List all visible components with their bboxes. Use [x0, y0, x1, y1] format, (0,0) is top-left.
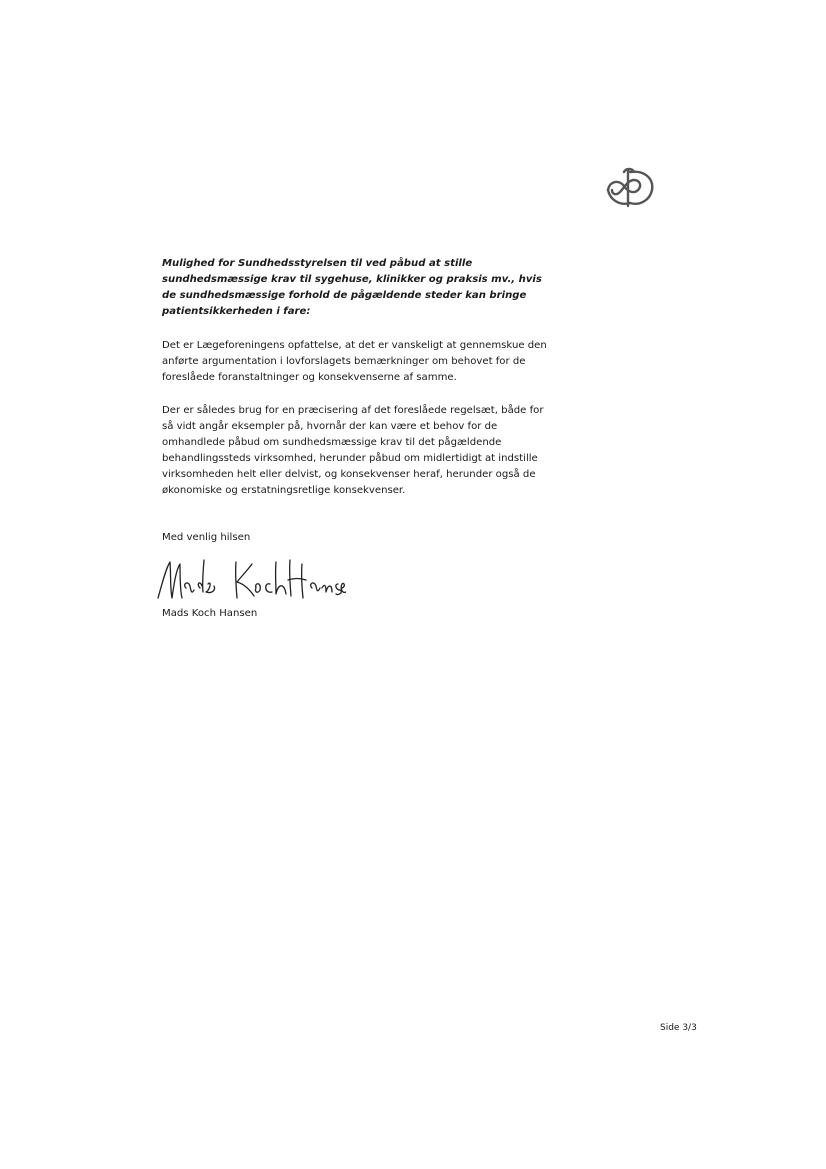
section-heading [162, 256, 582, 320]
paragraph-opinion [162, 338, 582, 386]
heading-line: de sundhedsmæssige forhold de pågældende steder kan bringe [162, 290, 527, 301]
handwritten-signature [156, 554, 346, 604]
paragraph-line: omhandlede påbud om sundhedsmæssige krav til det pågældende [162, 437, 502, 448]
heading-line: Mulighed for Sundhedsstyrelsen til ved påbud at stille [162, 258, 473, 269]
letter-body [162, 256, 582, 516]
paragraph-line: økonomiske og erstatningsretlige konsekvenser. [162, 485, 406, 496]
page-number: Side 3/3 [660, 1023, 697, 1033]
closing-greeting: Med venlig hilsen [162, 532, 251, 543]
paragraph-line: virksomheden helt eller delvist, og konsekvenser heraf, herunder også de [162, 469, 536, 480]
paragraph-line: Det er Lægeforeningens opfattelse, at det er vanskeligt at gennemskue den [162, 340, 547, 351]
serpent-staff-logo-icon [604, 166, 656, 208]
signer-name: Mads Koch Hansen [162, 608, 258, 619]
paragraph-line: så vidt angår eksempler på, hvornår der kan være et behov for de [162, 421, 498, 432]
paragraph-line: anførte argumentation i lovforslagets bemærkninger om behovet for de [162, 356, 526, 367]
heading-line: sundhedsmæssige krav til sygehuse, klinikker og praksis mv., hvis [162, 274, 542, 285]
paragraph-line: foreslåede foranstaltninger og konsekvenserne af samme. [162, 372, 457, 383]
paragraph-line: behandlingssteds virksomhed, herunder påbud om midlertidigt at indstille [162, 453, 538, 464]
paragraph-line: Der er således brug for en præcisering af det foreslåede regelsæt, både for [162, 405, 544, 416]
paragraph-clarification [162, 403, 582, 499]
heading-line: patientsikkerheden i fare: [162, 306, 311, 317]
